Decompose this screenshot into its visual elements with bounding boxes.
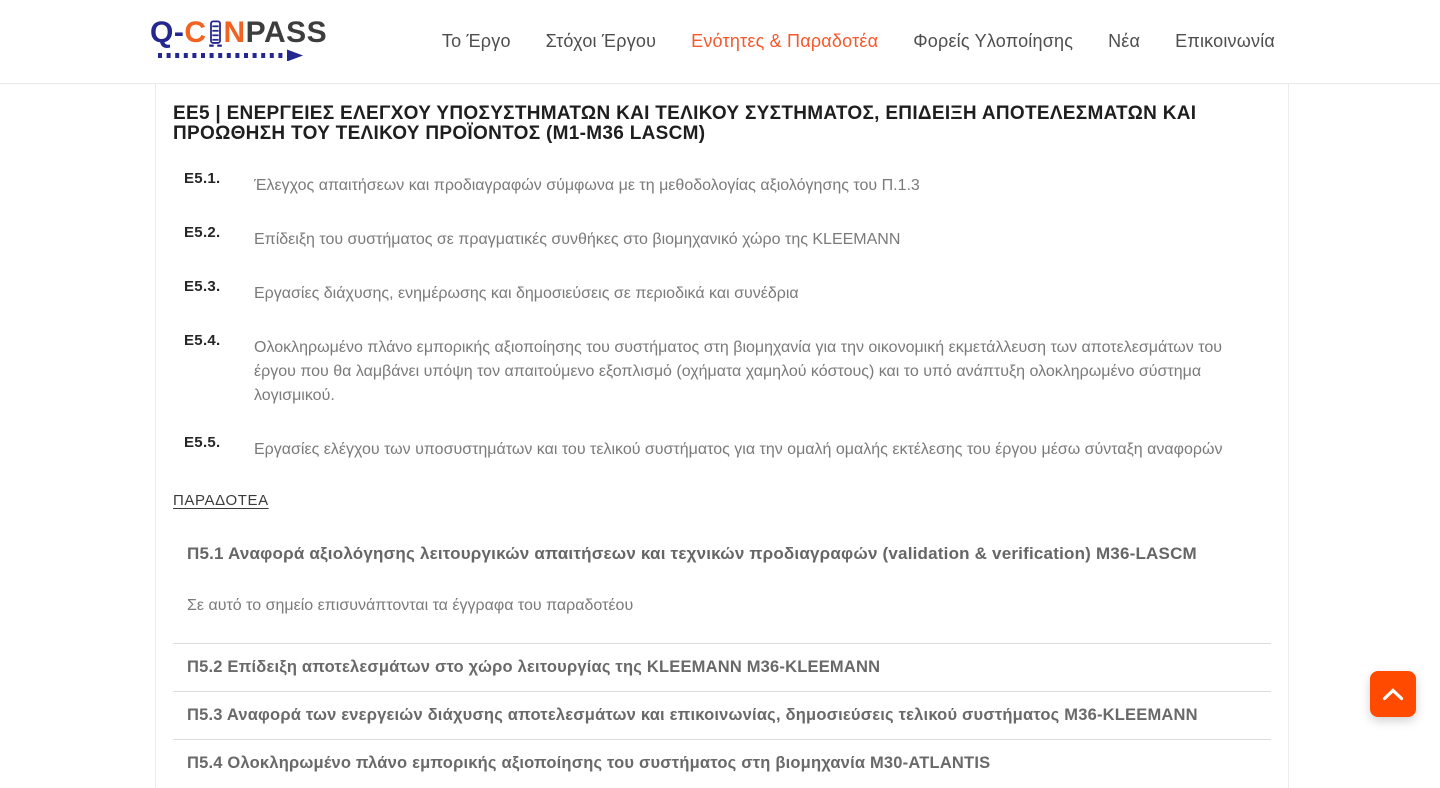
- logo-part-n: N: [223, 16, 246, 49]
- activity-text: Έλεγχος απαιτήσεων και προδιαγραφών σύμφωνα με τη μεθοδολογίας αξιολόγησης του Π.1.3: [254, 177, 920, 194]
- deliverable-p54-row[interactable]: Π5.4 Ολοκληρωμένο πλάνο εμπορικής αξιοποίησης του συστήματος στη βιομηχανία M30-ATLANTIS: [173, 739, 1271, 787]
- scroll-to-top-button[interactable]: [1370, 671, 1416, 717]
- logo-part-q: Q-: [150, 16, 185, 49]
- activity-text: Εργασίες διάχυσης, ενημέρωσης και δημοσιεύσεις σε περιοδικά και συνέδρια: [254, 285, 799, 302]
- activity-id: Ε5.1.: [184, 170, 221, 187]
- site-header: [0, 0, 1440, 84]
- deliverable-p52-row[interactable]: Π5.2 Επίδειξη αποτελεσμάτων στο χώρο λειτουργίας της KLEEMANN M36-KLEEMANN: [173, 643, 1271, 691]
- deliverable-p51-body: Σε αυτό το σημείο επισυνάπτονται τα έγγραφα του παραδοτέου: [187, 597, 634, 614]
- activity-row-e54: [173, 332, 1271, 408]
- nav-item-epikoinonia[interactable]: Επικοινωνία: [1175, 31, 1275, 51]
- activity-text: Ολοκληρωμένο πλάνο εμπορικής αξιοποίησης του συστήματος στη βιομηχανία για την οικονομική εκμετάλλευση των αποτελεσμάτων του έργου που θα λαμβάνει υπόψη τον απαιτούμενο εξοπλισμό (οχήματα χαμηλού κόστους) και το υπό ανάπτυξη ολοκληρωμένο σύστημα λογισμικού.: [254, 339, 1222, 404]
- activity-text: Επίδειξη του συστήματος σε πραγματικές συνθήκες στο βιομηχανικό χώρο της KLEEMANN: [254, 231, 901, 248]
- main-nav: [442, 31, 1275, 52]
- activities-list: [173, 170, 1271, 462]
- nav-item-foreis-ylopoiisis[interactable]: Φορείς Υλοποίησης: [913, 31, 1074, 51]
- activity-row-e55: [173, 434, 1271, 462]
- site-logo[interactable]: [150, 18, 327, 65]
- deliverables-heading: ΠΑΡΑΔΟΤΕΑ: [173, 492, 269, 509]
- activity-row-e53: [173, 278, 1271, 306]
- activity-row-e52: [173, 224, 1271, 252]
- deliverables-accordion: [173, 643, 1271, 787]
- deliverable-p51-title[interactable]: Π5.1 Αναφορά αξιολόγησης λειτουργικών απαιτήσεων και τεχνικών προδιαγραφών (validation & verification) M36-LASCM: [187, 544, 1197, 563]
- activity-row-e51: [173, 170, 1271, 198]
- activity-text: Εργασίες ελέγχου των υποσυστημάτων και του τελικού συστήματος για την ομαλή ομαλής εκτέλεσης του έργου μέσω σύνταξη αναφορών: [254, 441, 1223, 458]
- activity-id: Ε5.2.: [184, 224, 221, 241]
- activity-id: Ε5.5.: [184, 434, 221, 451]
- nav-item-to-ergo[interactable]: Το Έργο: [441, 31, 511, 51]
- chevron-up-icon: [1382, 687, 1404, 701]
- logo-part-c: C: [184, 16, 207, 49]
- deliverable-p53-row[interactable]: Π5.3 Αναφορά των ενεργειών διάχυσης αποτελεσμάτων και επικοινωνίας, δημοσιεύσεις τελικού συστήματος M36-KLEEMANN: [173, 691, 1271, 739]
- activity-id: Ε5.4.: [184, 332, 221, 349]
- nav-item-enotites-paradotea[interactable]: Ενότητες & Παραδοτέα: [691, 31, 879, 51]
- page-title: ΕΕ5 | ΕΝΕΡΓΕΙΕΣ ΕΛΕΓΧΟΥ ΥΠΟΣΥΣΤΗΜΑΤΩΝ ΚΑΙ ΤΕΛΙΚΟΥ ΣΥΣΤΗΜΑΤΟΣ, ΕΠΙΔΕΙΞΗ ΑΠΟΤΕΛΕΣΜΑΤΩΝ ΚΑΙ ΠΡΟΩΘΗΣΗ ΤΟΥ ΤΕΛΙΚΟΥ ΠΡΟΪΟΝΤΟΣ (Μ1-Μ36 LASCM): [173, 103, 1197, 144]
- logo-part-pass: PASS: [245, 16, 328, 49]
- nav-item-stoxoi-ergou[interactable]: Στόχοι Έργου: [545, 31, 657, 51]
- logo-dotted-arrow-icon: [156, 49, 327, 65]
- content-card: [155, 84, 1289, 788]
- logo-wordmark: [150, 18, 327, 48]
- logo-stack-icon: [208, 20, 223, 47]
- activity-id: Ε5.3.: [184, 278, 221, 295]
- nav-item-nea[interactable]: Νέα: [1108, 31, 1141, 51]
